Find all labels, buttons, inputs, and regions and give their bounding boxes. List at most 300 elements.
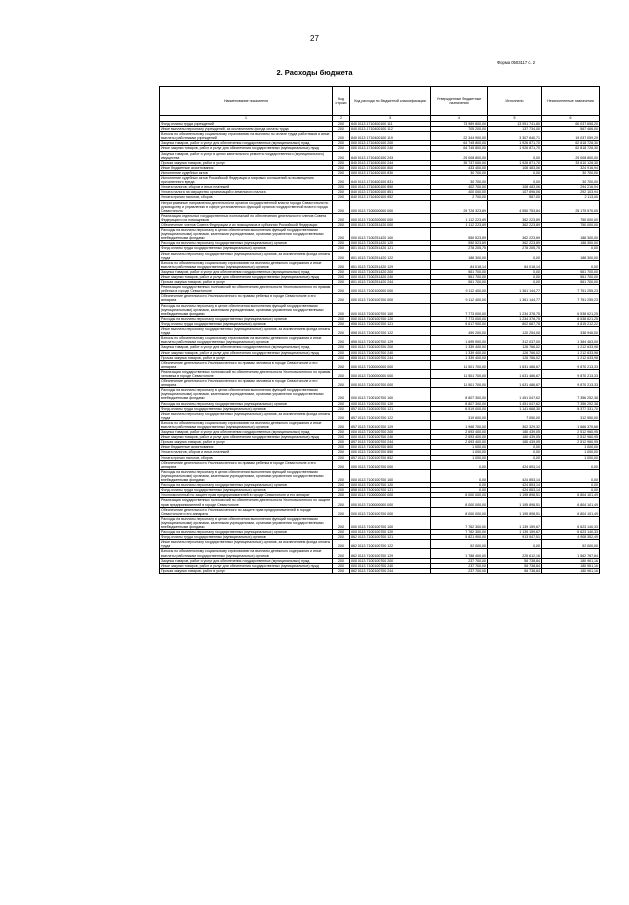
row-unexecuted: 9 870 213,33 xyxy=(542,379,600,388)
row-indicator-name: Закупка товаров, работ и услуг в целях капитального ремонта государственного (муниципального) имущества xyxy=(160,151,333,160)
row-executed: 56 738,84 xyxy=(488,558,542,563)
table-row xyxy=(160,406,600,411)
row-unexecuted: 60 037 658,20 xyxy=(542,122,600,127)
row-line-code: 200 xyxy=(333,151,350,160)
header-indicator-name: Наименование показателя xyxy=(160,87,333,116)
row-approved: 84 018,14 xyxy=(431,260,488,269)
row-executed: 362 223,89 xyxy=(488,241,542,246)
row-approved: 1 339 400,00 xyxy=(431,355,488,360)
row-approved: 30 700,00 xyxy=(431,170,488,175)
row-line-code: 200 xyxy=(333,228,350,241)
row-line-code: 200 xyxy=(333,275,350,280)
row-approved: 550 523,89 xyxy=(431,241,488,246)
row-classification-code: 000 0113 7100100700 850 xyxy=(350,450,431,455)
row-line-code: 200 xyxy=(333,369,350,378)
row-executed: 1 195 898,51 xyxy=(488,493,542,498)
row-approved: 30 700,00 xyxy=(431,176,488,185)
row-approved: 400 000,00 xyxy=(431,190,488,195)
table-row xyxy=(160,535,600,540)
row-unexecuted: 188 300,00 xyxy=(542,241,600,246)
table-row xyxy=(160,222,600,227)
row-approved: 561 700,00 xyxy=(431,280,488,285)
row-executed: 1 195 898,51 xyxy=(488,507,542,516)
row-indicator-name: Уплата прочих налогов, сборов xyxy=(160,455,333,460)
row-unexecuted: 324 916,94 xyxy=(542,165,600,170)
row-approved: 1 000,00 xyxy=(431,455,488,460)
row-executed: 1 631 486,67 xyxy=(488,369,542,378)
header-number: 6 xyxy=(542,116,600,122)
row-executed: 1 926 871,70 xyxy=(488,141,542,146)
row-classification-code: 000 0113 7100100700 000 xyxy=(350,294,431,303)
row-executed: 180 439,05 xyxy=(488,435,542,440)
row-approved: 29 726 323,89 xyxy=(431,200,488,213)
row-line-code: 200 xyxy=(333,269,350,274)
table-row xyxy=(160,530,600,535)
row-line-code: 200 xyxy=(333,170,350,175)
row-indicator-name: Взносы по обязательному социальному страхованию на выплаты денежного содержания и иные выплаты работникам государственных (муниципальных) органов xyxy=(160,336,333,345)
row-executed: 362 223,89 xyxy=(488,222,542,227)
row-approved: 2 693 400,00 xyxy=(431,430,488,435)
table-row xyxy=(160,345,600,350)
row-executed: 913 547,51 xyxy=(488,535,542,540)
row-indicator-name: Уполномоченный по защите прав предпринимателей в городе Севастополе и его аппарат xyxy=(160,493,333,498)
table-row xyxy=(160,483,600,488)
row-approved: 7 773 000,00 xyxy=(431,316,488,321)
row-executed: 56 738,84 xyxy=(488,563,542,568)
row-indicator-name: Уплата прочих налогов, сборов xyxy=(160,195,333,200)
row-indicator-name: Закупка товаров, работ и услуг для обеспечения государственных (муниципальных) нужд xyxy=(160,345,333,350)
row-classification-code: 000 0113 7100251420 240 xyxy=(350,275,431,280)
row-line-code: 200 xyxy=(333,321,350,326)
table-row xyxy=(160,132,600,141)
table-row xyxy=(160,420,600,429)
row-classification-code: 857 0113 7100100700 244 xyxy=(350,440,431,445)
row-line-code: 200 xyxy=(333,406,350,411)
row-line-code: 200 xyxy=(333,411,350,420)
row-approved: 1 695 900,00 xyxy=(431,336,488,345)
row-approved: 433 400,00 xyxy=(431,165,488,170)
row-classification-code: 000 0113 7100100700 240 xyxy=(350,350,431,355)
row-indicator-name: Уплата налогов, сборов и иных платежей xyxy=(160,185,333,190)
row-executed: 587,00 xyxy=(488,195,542,200)
row-approved: 8 000 000,00 xyxy=(431,507,488,516)
row-classification-code: 000 0113 7100100700 120 xyxy=(350,401,431,406)
row-classification-code: 840 0113 1710400100 852 xyxy=(350,195,431,200)
table-row xyxy=(160,321,600,326)
row-executed: 424 853,14 xyxy=(488,483,542,488)
row-indicator-name: Расходы на выплаты персоналу в целях обеспечения выполнения функций государственными (муниципальными) органами, казенными учреждениями, органами управления государственными внебюджетными фондами xyxy=(160,516,333,529)
row-executed: 424 853,14 xyxy=(488,488,542,493)
row-classification-code: 000 0113 7100100700 000 xyxy=(350,507,431,516)
row-executed: 126 766,02 xyxy=(488,355,542,360)
row-indicator-name: Расходы на выплаты персоналу государственных (муниципальных) органов xyxy=(160,401,333,406)
table-row xyxy=(160,285,600,294)
row-approved: 6 519 000,00 xyxy=(431,406,488,411)
row-indicator-name: Иные бюджетные ассигнования xyxy=(160,445,333,450)
row-approved: 0,00 xyxy=(431,460,488,469)
row-line-code: 200 xyxy=(333,316,350,321)
header-approved: Утвержденные бюджетные назначения xyxy=(431,87,488,116)
row-unexecuted: 0,00 xyxy=(542,460,600,469)
row-indicator-name: Иные закупки товаров, работ и услуг для обеспечения государственных (муниципальных) нужд xyxy=(160,350,333,355)
row-executed: 1 234 378,75 xyxy=(488,316,542,321)
row-unexecuted: 1 212 633,98 xyxy=(542,350,600,355)
row-indicator-name: Фонд оплаты труда государственных (муниципальных) органов xyxy=(160,246,333,251)
row-line-code: 200 xyxy=(333,185,350,190)
row-unexecuted: 312 550,00 xyxy=(542,411,600,420)
row-classification-code: 857 0113 7100100700 122 xyxy=(350,411,431,420)
table-row xyxy=(160,493,600,498)
table-row xyxy=(160,141,600,146)
table-header xyxy=(160,87,600,122)
row-unexecuted: 4 908 352,49 xyxy=(542,535,600,540)
row-approved: 1 000,00 xyxy=(431,450,488,455)
row-line-code: 200 xyxy=(333,241,350,246)
row-approved: 8 807 300,00 xyxy=(431,401,488,406)
row-classification-code: 000 0113 1710400100 830 xyxy=(350,170,431,175)
row-classification-code: 000 0113 7100100700 120 xyxy=(350,530,431,535)
row-executed: 1 451 047,62 xyxy=(488,401,542,406)
row-line-code: 200 xyxy=(333,388,350,401)
row-classification-code: 000 0113 7100100700 000 xyxy=(350,379,431,388)
row-executed: 225 612,16 xyxy=(488,549,542,558)
row-executed: 0,00 xyxy=(488,455,542,460)
row-unexecuted: 0,00 xyxy=(542,488,600,493)
row-approved: 1 968 700,00 xyxy=(431,420,488,429)
table-row xyxy=(160,200,600,213)
row-indicator-name: Прочая закупка товаров, работ и услуг xyxy=(160,280,333,285)
row-line-code: 200 xyxy=(333,200,350,213)
row-unexecuted: 6 538 621,25 xyxy=(542,316,600,321)
table-row xyxy=(160,430,600,435)
row-line-code: 200 xyxy=(333,498,350,507)
row-unexecuted: 180 961,16 xyxy=(542,568,600,573)
row-unexecuted: 0,00 xyxy=(542,246,600,251)
row-unexecuted: 561 700,00 xyxy=(542,269,600,274)
row-executed: 180 439,05 xyxy=(488,440,542,445)
row-unexecuted: 561 700,00 xyxy=(542,275,600,280)
row-approved: 64 745 800,00 xyxy=(431,141,488,146)
row-line-code: 200 xyxy=(333,303,350,316)
row-indicator-name: Фонд оплаты труда государственных (муниципальных) органов xyxy=(160,321,333,326)
row-approved: 550 523,89 xyxy=(431,228,488,241)
row-line-code: 200 xyxy=(333,195,350,200)
row-indicator-name: Взносы по обязательному социальному страхованию на выплаты денежного содержания и иные выплаты работникам государственных (муниципальных) органов xyxy=(160,420,333,429)
row-classification-code: 840 0113 1710400100 851 xyxy=(350,190,431,195)
table-row xyxy=(160,450,600,455)
row-indicator-name: Обеспечение деятельности Уполномоченного по правам ребенка в городе Севастополе и его аппарата xyxy=(160,460,333,469)
row-executed: 0,00 xyxy=(488,445,542,450)
row-approved: 188 300,00 xyxy=(431,251,488,260)
row-line-code: 200 xyxy=(333,401,350,406)
row-unexecuted: 1 000,00 xyxy=(542,450,600,455)
row-indicator-name: Закупка товаров, работ и услуг для обеспечения государственных (муниципальных) нужд xyxy=(160,430,333,435)
row-executed: 1 195 898,51 xyxy=(488,498,542,507)
row-indicator-name: Иные выплаты персоналу государственных (муниципальных) органов, за исключением фонда оплаты труда xyxy=(160,411,333,420)
row-unexecuted: 1 212 633,98 xyxy=(542,355,600,360)
row-indicator-name: Взносы по обязательному социальному страхованию на выплаты по оплате труда работников и иные выплаты работникам учреждений xyxy=(160,132,333,141)
row-executed: 312 037,00 xyxy=(488,336,542,345)
row-unexecuted: 180 961,16 xyxy=(542,563,600,568)
row-executed: 108 483,06 xyxy=(488,165,542,170)
row-approved: 11 501 700,00 xyxy=(431,379,488,388)
row-classification-code: 000 0113 7100251420 200 xyxy=(350,269,431,274)
row-unexecuted: 0,00 xyxy=(542,260,600,269)
row-unexecuted: 2 512 960,95 xyxy=(542,435,600,440)
row-executed: 1 141 668,30 xyxy=(488,406,542,411)
row-unexecuted: 7 356 252,38 xyxy=(542,401,600,406)
row-unexecuted: 5 377 331,70 xyxy=(542,406,600,411)
row-classification-code: 000 0113 1710400100 850 xyxy=(350,185,431,190)
row-indicator-name: Прочая закупка товаров, работ и услуг xyxy=(160,568,333,573)
row-unexecuted: 750 000,00 xyxy=(542,213,600,222)
row-executed: 0,00 xyxy=(488,269,542,274)
form-reference: Форма 0503117 с. 2 xyxy=(497,60,536,65)
row-classification-code: 840 0113 1710400100 831 xyxy=(350,176,431,185)
row-classification-code: 000 0113 7100251420 000 xyxy=(350,222,431,227)
row-executed: 424 853,14 xyxy=(488,460,542,469)
row-classification-code: 000 0113 7100100700 200 xyxy=(350,345,431,350)
table-row xyxy=(160,507,600,516)
row-approved: 7 762 300,00 xyxy=(431,516,488,529)
row-indicator-name: Закупка товаров, работ и услуг для обеспечения государственных (муниципальных) нужд xyxy=(160,141,333,146)
row-classification-code: 000 0113 7100100700 120 xyxy=(350,316,431,321)
row-classification-code: 862 0113 7100100700 121 xyxy=(350,535,431,540)
row-executed: 0,00 xyxy=(488,151,542,160)
row-line-code: 200 xyxy=(333,355,350,360)
row-classification-code: 801 0113 7100251420 129 xyxy=(350,260,431,269)
row-classification-code: 000 0113 1710400100 240 xyxy=(350,146,431,151)
row-line-code: 200 xyxy=(333,530,350,535)
row-classification-code: 000 0113 7100100700 000 xyxy=(350,460,431,469)
row-classification-code: 858 0113 7100100700 244 xyxy=(350,355,431,360)
row-line-code: 200 xyxy=(333,146,350,151)
row-line-code: 200 xyxy=(333,260,350,269)
row-unexecuted: 62 818 728,30 xyxy=(542,146,600,151)
row-unexecuted: 29 008 800,00 xyxy=(542,151,600,160)
row-approved: 9 112 400,00 xyxy=(431,285,488,294)
row-indicator-name: Иные закупки товаров, работ и услуг для обеспечения государственных (муниципальных) нужд xyxy=(160,146,333,151)
row-executed: 0,00 xyxy=(488,170,542,175)
page-number: 27 xyxy=(310,34,319,43)
row-line-code: 200 xyxy=(333,460,350,469)
table-row xyxy=(160,558,600,563)
row-line-code: 200 xyxy=(333,127,350,132)
row-line-code: 200 xyxy=(333,122,350,127)
row-indicator-name: Иные выплаты персоналу учреждений, за исключением фонда оплаты труда xyxy=(160,127,333,132)
row-line-code: 200 xyxy=(333,379,350,388)
row-unexecuted: 1 212 633,98 xyxy=(542,345,600,350)
row-executed: 0,00 xyxy=(488,450,542,455)
row-indicator-name: Прочая закупка товаров, работ и услуг xyxy=(160,440,333,445)
row-indicator-name: Взносы по обязательному социальному страхованию на выплаты денежного содержания и иные выплаты работникам государственных (муниципальных) органов xyxy=(160,549,333,558)
row-classification-code: 857 0113 7100100700 121 xyxy=(350,406,431,411)
row-unexecuted: 52 000,00 xyxy=(542,540,600,549)
row-indicator-name: Фонд оплаты труда государственных (муниципальных) органов xyxy=(160,488,333,493)
row-classification-code: 000 0113 7100100700 120 xyxy=(350,483,431,488)
row-approved: 64 745 800,00 xyxy=(431,146,488,151)
section-title: 2. Расходы бюджета xyxy=(276,68,353,77)
row-indicator-name: Непрограммные направления деятельности органов государственной власти города Севастополя по руководству и управлению в сфере установленных функций органов государственной власти города Севастополя xyxy=(160,200,333,213)
row-unexecuted: 9 870 213,33 xyxy=(542,369,600,378)
row-classification-code: 840 0113 1710400100 111 xyxy=(350,122,431,127)
budget-expenses-table xyxy=(159,86,600,574)
row-executed: 278 205,75 xyxy=(488,246,542,251)
row-indicator-name: Иные выплаты персоналу государственных (муниципальных) органов, за исключением фонда оплаты труда xyxy=(160,327,333,336)
row-approved: 561 700,00 xyxy=(431,275,488,280)
row-approved: 1 339 400,00 xyxy=(431,345,488,350)
row-unexecuted: 6 623 140,33 xyxy=(542,530,600,535)
row-unexecuted: 62 818 728,30 xyxy=(542,141,600,146)
row-line-code: 200 xyxy=(333,360,350,369)
table-body xyxy=(160,122,600,574)
row-line-code: 200 xyxy=(333,450,350,455)
row-line-code: 200 xyxy=(333,445,350,450)
table-row xyxy=(160,251,600,260)
row-unexecuted: 188 300,00 xyxy=(542,228,600,241)
row-classification-code: 840 0113 1710400100 243 xyxy=(350,151,431,160)
row-classification-code: 000 0113 1710400100 200 xyxy=(350,141,431,146)
row-executed: 180 439,05 xyxy=(488,430,542,435)
row-executed: 126 766,02 xyxy=(488,345,542,350)
row-unexecuted: 33 810 128,30 xyxy=(542,160,600,165)
row-line-code: 200 xyxy=(333,350,350,355)
row-indicator-name: Исполнение судебных актов Российской Федерации и мировых соглашений по возмещению причиненного вреда xyxy=(160,176,333,185)
row-indicator-name: Реализация государственных полномочий по обеспечению деятельности Уполномоченного по правам ребенка в городе Севастополе xyxy=(160,285,333,294)
row-approved: 0,00 xyxy=(431,469,488,482)
header-number: 3 xyxy=(350,116,431,122)
header-classification-code: Код расхода по бюджетной классификации xyxy=(350,87,431,116)
row-classification-code: 857 0113 7100100700 852 xyxy=(350,455,431,460)
row-line-code: 200 xyxy=(333,483,350,488)
row-line-code: 200 xyxy=(333,549,350,558)
row-unexecuted: 1 000,00 xyxy=(542,455,600,460)
table-row xyxy=(160,228,600,241)
table-row xyxy=(160,498,600,507)
row-executed: 0,00 xyxy=(488,275,542,280)
row-unexecuted: 30 700,00 xyxy=(542,176,600,185)
row-classification-code: 000 0113 7100000000 000 xyxy=(350,360,431,369)
table-row xyxy=(160,275,600,280)
row-executed: 0,00 xyxy=(488,540,542,549)
row-indicator-name: Закупка товаров, работ и услуг для обеспечения государственных (муниципальных) нужд xyxy=(160,558,333,563)
row-indicator-name: Расходы на выплаты персоналу государственных (муниципальных) органов xyxy=(160,530,333,535)
row-classification-code: 858 0113 7100100700 121 xyxy=(350,321,431,326)
row-unexecuted: 1 384 463,00 xyxy=(542,336,600,345)
row-approved: 8 807 300,00 xyxy=(431,388,488,401)
row-indicator-name: Реализация государственных полномочий по обеспечению деятельности Уполномоченного по защите прав предпринимателей в городе Севастополе xyxy=(160,498,333,507)
row-classification-code: 000 0113 7100200000 000 xyxy=(350,213,431,222)
row-indicator-name: Фонд оплаты труда учреждений xyxy=(160,122,333,127)
row-line-code: 200 xyxy=(333,132,350,141)
row-classification-code: 000 0113 7100000000 000 xyxy=(350,498,431,507)
row-indicator-name: Обеспечение членов Совета Федерации и их помощников в субъектах Российской Федерации xyxy=(160,222,333,227)
row-indicator-name: Обеспечение деятельности Уполномоченного по правам человека в городе Севастополе и его аппарата xyxy=(160,379,333,388)
row-indicator-name: Реализация государственных полномочий по обеспечению деятельности Уполномоченного по правам человека в городе Севастополе xyxy=(160,369,333,378)
row-unexecuted: 4 815 212,22 xyxy=(542,321,600,326)
row-unexecuted: 292 103,94 xyxy=(542,190,600,195)
table-row xyxy=(160,327,600,336)
row-classification-code: 801 0113 7100251420 121 xyxy=(350,246,431,251)
table-row xyxy=(160,127,600,132)
table-row xyxy=(160,516,600,529)
row-executed: 3 307 840,71 xyxy=(488,132,542,141)
header-line-code: Код строки xyxy=(333,87,350,116)
row-unexecuted: 19 037 059,29 xyxy=(542,132,600,141)
header-unexecuted: Неисполненные назначения xyxy=(542,87,600,116)
row-line-code: 200 xyxy=(333,345,350,350)
row-indicator-name: Взносы по обязательному социальному страхованию на выплаты денежного содержания и иные выплаты работникам государственных (муниципальных) органов xyxy=(160,260,333,269)
table-row xyxy=(160,336,600,345)
row-executed: 1 631 486,67 xyxy=(488,360,542,369)
row-approved: 8 000 000,00 xyxy=(431,498,488,507)
row-unexecuted: 338 946,00 xyxy=(542,327,600,336)
row-unexecuted: 7 356 252,38 xyxy=(542,388,600,401)
row-unexecuted: 6 804 101,49 xyxy=(542,493,600,498)
row-classification-code: 000 0113 7100100000 000 xyxy=(350,285,431,294)
row-classification-code: 000 0113 7100251420 120 xyxy=(350,241,431,246)
row-unexecuted: 0,00 xyxy=(542,469,600,482)
header-number: 5 xyxy=(488,116,542,122)
row-indicator-name: Прочая закупка товаров, работ и услуг xyxy=(160,160,333,165)
row-executed: 424 853,14 xyxy=(488,469,542,482)
table-row xyxy=(160,190,600,195)
row-classification-code: 000 0113 7100100700 240 xyxy=(350,563,431,568)
row-executed: 0,00 xyxy=(488,176,542,185)
row-executed: 1 361 144,77 xyxy=(488,285,542,294)
row-classification-code: 801 0113 7100251420 122 xyxy=(350,251,431,260)
row-indicator-name: Иные закупки товаров, работ и услуг для обеспечения государственных (муниципальных) нужд xyxy=(160,563,333,568)
row-executed: 1 451 047,62 xyxy=(488,388,542,401)
row-indicator-name: Фонд оплаты труда государственных (муниципальных) органов xyxy=(160,535,333,540)
row-unexecuted: 6 804 101,49 xyxy=(542,507,600,516)
row-executed: 7 050,00 xyxy=(488,411,542,420)
row-line-code: 200 xyxy=(333,430,350,435)
row-indicator-name: Иные закупки товаров, работ и услуг для обеспечения государственных (муниципальных) нужд xyxy=(160,275,333,280)
row-line-code: 200 xyxy=(333,336,350,345)
table-row xyxy=(160,435,600,440)
row-line-code: 200 xyxy=(333,440,350,445)
row-approved: 9 112 400,00 xyxy=(431,294,488,303)
row-classification-code: 858 0113 7100100700 129 xyxy=(350,336,431,345)
row-indicator-name: Уплата налогов, сборов и иных платежей xyxy=(160,450,333,455)
table-row xyxy=(160,563,600,568)
row-executed: 13 951 741,80 xyxy=(488,122,542,127)
row-unexecuted: 2 512 960,95 xyxy=(542,430,600,435)
table-row xyxy=(160,379,600,388)
row-classification-code: 840 0113 1710400100 112 xyxy=(350,127,431,132)
table-row xyxy=(160,316,600,321)
row-line-code: 200 xyxy=(333,435,350,440)
row-indicator-name: Иные выплаты персоналу государственных (муниципальных) органов, за исключением фонда оплаты труда xyxy=(160,251,333,260)
row-indicator-name: Исполнение судебных актов xyxy=(160,170,333,175)
row-approved: 7 773 000,00 xyxy=(431,303,488,316)
row-executed: 1 926 871,70 xyxy=(488,160,542,165)
row-classification-code: 000 0113 7100100700 100 xyxy=(350,516,431,529)
header-number: 2 xyxy=(333,116,350,122)
table-row xyxy=(160,241,600,246)
row-approved: 237 700,00 xyxy=(431,563,488,568)
row-classification-code: 000 0113 7100100700 240 xyxy=(350,435,431,440)
table-row xyxy=(160,369,600,378)
row-executed: 0,00 xyxy=(488,251,542,260)
row-executed: 362 223,89 xyxy=(488,228,542,241)
row-classification-code: 000 0113 7100100700 100 xyxy=(350,469,431,482)
row-line-code: 200 xyxy=(333,535,350,540)
row-classification-code: 000 0113 7100100700 100 xyxy=(350,388,431,401)
row-approved: 1 000,00 xyxy=(431,445,488,450)
row-classification-code: 000 0113 7100000000 000 xyxy=(350,493,431,498)
